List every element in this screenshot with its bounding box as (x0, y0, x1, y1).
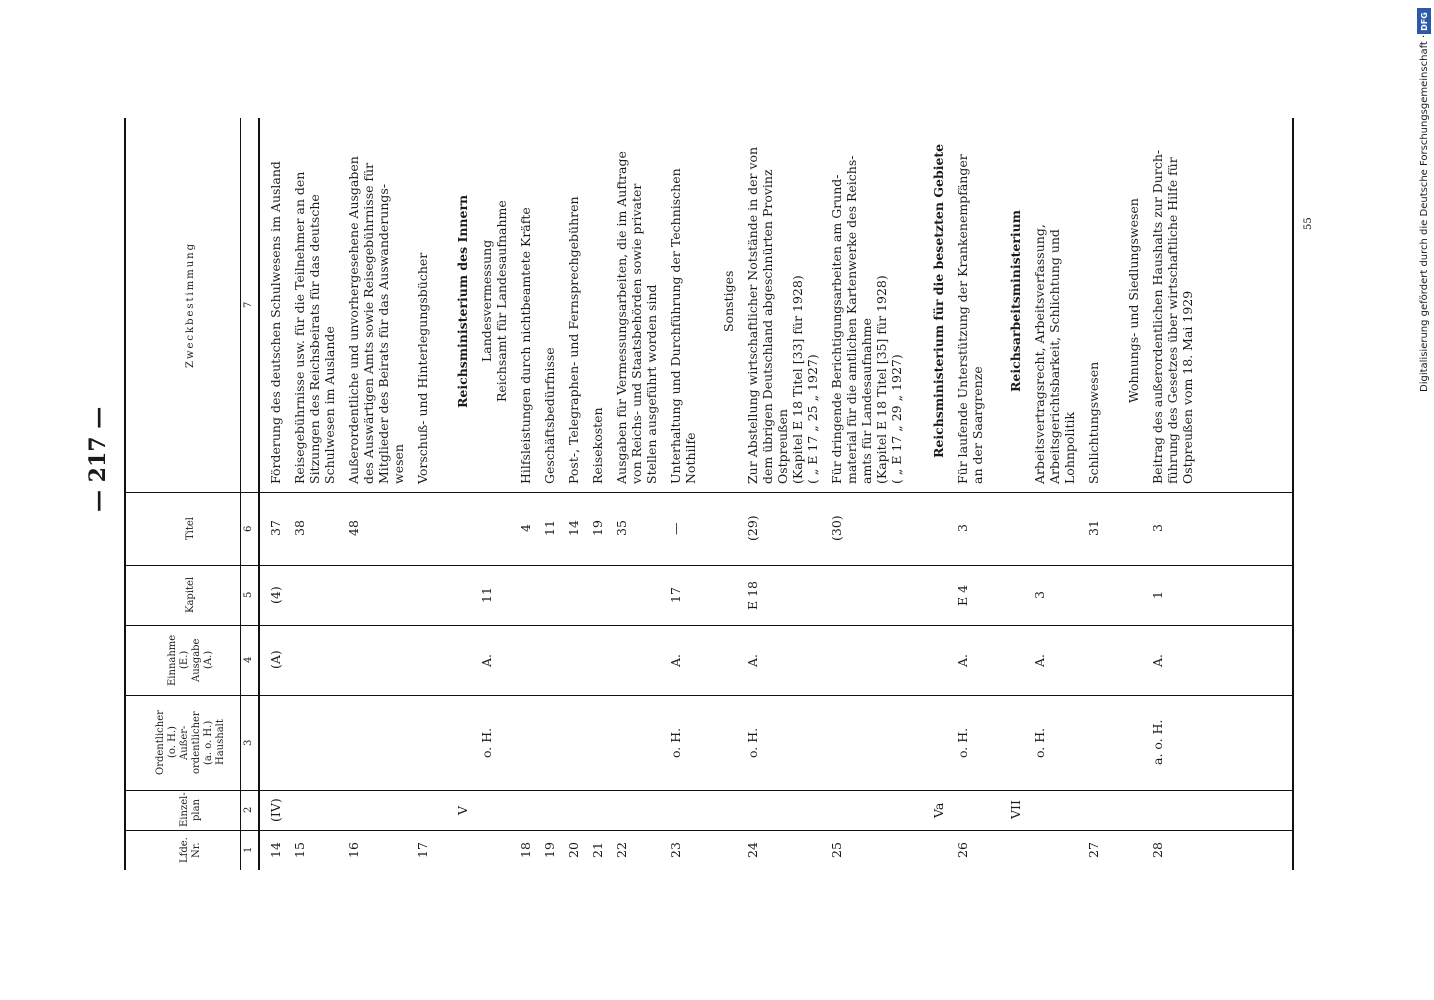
subsection-heading: Sonstiges (721, 270, 736, 332)
titel: 35 (614, 520, 629, 537)
purpose-text: Ostpreußen (775, 409, 790, 484)
header-col4: Einnahme (167, 634, 178, 686)
purpose-text: Ostpreußen vom 18. Mai 1929 (1180, 290, 1195, 484)
header-col3: (o. H.) (167, 726, 178, 759)
header-col1: Nr. (191, 842, 202, 858)
purpose-text: führung des Gesetzes über wirtschaftliche Hilfe für (1165, 157, 1180, 484)
section-heading: Reichsministerium für die besetzten Gebiete (931, 143, 946, 459)
purpose-text: an der Saargrenze (970, 366, 985, 484)
dfg-logo-text: DFG (1419, 11, 1429, 31)
page-number: — 217 — (85, 406, 111, 512)
footer-number: 55 (1303, 217, 1314, 230)
purpose-text: des Auswärtigen Amts sowie Reisegebührnisse für (361, 162, 376, 484)
titel: 38 (292, 520, 307, 537)
header-col2: plan (191, 798, 202, 821)
kapitel: 3 (1032, 591, 1047, 599)
purpose-text: Reisegebührnisse usw. für die Teilnehmer an den (292, 171, 307, 484)
column-rule (124, 695, 1292, 696)
titel: 3 (955, 524, 970, 533)
header-col3: ordentlicher (191, 711, 202, 774)
purpose-text: (Kapitel E 18 Titel [35] für 1928) (874, 275, 889, 484)
haushalt: o. H. (1032, 727, 1047, 758)
purpose-text: Ausgaben für Vermessungsarbeiten, die im Auftrage (614, 151, 629, 484)
header-col3: Haushalt (215, 719, 226, 766)
purpose-text: Förderung des deutschen Schulwesens im Ausland (268, 161, 283, 484)
purpose-text: Zur Abstellung wirtschaftlicher Notstände in der von (745, 146, 760, 484)
header-col4: (A.) (203, 650, 214, 670)
einzelplan: Va (931, 802, 946, 818)
purpose-text: Schlichtungswesen (1086, 361, 1101, 484)
row-number: 26 (955, 842, 970, 858)
header-col3: Ordentlicher (155, 710, 166, 775)
purpose-text: Nothilfe (683, 432, 698, 484)
kapitel: (4) (268, 586, 283, 604)
header-col2: Einzel- (179, 792, 190, 828)
subsection-heading: Reichsamt für Landesaufnahme (494, 200, 509, 402)
header-col6: Titel (185, 516, 196, 540)
titel: — (668, 522, 683, 535)
titel: 4 (518, 524, 533, 533)
row-number: 28 (1150, 842, 1165, 858)
header-col5: Kapitel (185, 576, 196, 614)
purpose-text: Geschäftsbedürfnisse (542, 347, 557, 484)
purpose-text: ( „ E 17 „ 25 „ 1927) (805, 354, 820, 484)
purpose-text: Beitrag des außerordentlichen Haushalts zur Durch- (1150, 149, 1165, 484)
table-rule (124, 118, 126, 870)
column-number-rule (240, 118, 241, 870)
kapitel: 11 (479, 587, 494, 603)
section-heading: Reichsministerium des Innern (455, 194, 470, 408)
titel: 31 (1086, 520, 1101, 537)
purpose-text: material für die amtlichen Kartenwerke des Reichs- (844, 155, 859, 484)
column-number: 6 (243, 525, 254, 532)
column-number: 3 (243, 739, 254, 746)
titel: (29) (745, 515, 760, 542)
haushalt: a. o. H. (1150, 719, 1165, 766)
titel: 37 (268, 520, 283, 537)
column-rule (124, 625, 1292, 626)
einnahme-ausgabe: A. (1150, 653, 1165, 667)
digitization-credit: Digitalisierung gefördert durch die Deutsche Forschungsgemeinschaft · (1419, 34, 1430, 392)
purpose-text: Schulwesen im Auslande (322, 326, 337, 484)
titel: 3 (1150, 524, 1165, 533)
purpose-text: (Kapitel E 18 Titel [33] für 1928) (790, 275, 805, 484)
haushalt: o. H. (668, 727, 683, 758)
subsection-heading: Landesvermessung (479, 239, 494, 363)
purpose-text: dem übrigen Deutschland abgeschnürten Provinz (760, 169, 775, 484)
haushalt: o. H. (955, 727, 970, 758)
titel: 19 (590, 520, 605, 537)
purpose-text: Stellen ausgeführt worden sind (644, 284, 659, 484)
row-number: 17 (415, 842, 430, 858)
kapitel: 17 (668, 587, 683, 603)
purpose-text: Für laufende Unterstützung der Krankenempfänger (955, 154, 970, 484)
row-number: 20 (566, 842, 581, 858)
row-number: 23 (668, 842, 683, 858)
row-number: 15 (292, 842, 307, 858)
header-col7: Zweckbestimmung (185, 241, 196, 368)
titel: 14 (566, 520, 581, 537)
kapitel: 1 (1150, 591, 1165, 599)
column-rule (124, 565, 1292, 566)
purpose-text: Hilfsleistungen durch nichtbeamtete Kräfte (518, 207, 533, 484)
einnahme-ausgabe: A. (479, 653, 494, 667)
purpose-text: Für dringende Berichtigungsarbeiten am Grund- (829, 174, 844, 484)
haushalt: o. H. (479, 727, 494, 758)
einnahme-ausgabe: A. (955, 653, 970, 667)
einzelplan: VII (1008, 800, 1023, 820)
row-number: 22 (614, 842, 629, 858)
row-number: 18 (518, 842, 533, 858)
kapitel: E 18 (745, 580, 760, 610)
purpose-text: Lohnpolitik (1062, 411, 1077, 484)
purpose-text: Post-, Telegraphen- und Fernsprechgebühren (566, 196, 581, 484)
purpose-text: Arbeitsgerichtsbarkeit, Schlichtung und (1047, 229, 1062, 484)
purpose-text: von Reichs- und Staatsbehörden sowie privater (629, 183, 644, 484)
column-rule (124, 790, 1292, 791)
einnahme-ausgabe: A. (745, 653, 760, 667)
purpose-text: amts für Landesaufnahme (859, 318, 874, 484)
purpose-text: Arbeitsvertragsrecht, Arbeitsverfassung, (1032, 224, 1047, 484)
row-number: 16 (346, 842, 361, 858)
purpose-text: Mitglieder des Beirats für das Auswanderungs- (376, 183, 391, 484)
einnahme-ausgabe: A. (1032, 653, 1047, 667)
titel: (30) (829, 515, 844, 542)
row-number: 14 (268, 842, 283, 858)
column-rule (124, 492, 1292, 493)
purpose-text: Unterhaltung und Durchführung der Technischen (668, 168, 683, 484)
column-number: 5 (243, 591, 254, 599)
row-number: 27 (1086, 842, 1101, 858)
purpose-text: Außerordentliche und unvorhergesehene Ausgaben (346, 156, 361, 484)
subsection-heading: Wohnungs- und Siedlungswesen (1126, 198, 1141, 404)
titel: 11 (542, 520, 557, 537)
einnahme-ausgabe: A. (668, 653, 683, 667)
column-number: 4 (243, 656, 254, 664)
column-number: 2 (243, 806, 254, 814)
column-rule (124, 830, 1292, 831)
row-number: 25 (829, 842, 844, 858)
section-heading: Reichsarbeitsministerium (1008, 210, 1023, 392)
purpose-text: Sitzungen des Reichsbeirats für das deutsche (307, 194, 322, 484)
column-number: 7 (243, 301, 254, 309)
purpose-text: Vorschuß- und Hinterlegungsbücher (415, 252, 430, 484)
table-rule (258, 118, 260, 870)
header-col3: (a. o. H.) (203, 720, 214, 765)
dfg-logo (1417, 8, 1431, 34)
kapitel: E 4 (955, 584, 970, 606)
header-col4: Ausgabe (191, 638, 202, 682)
row-number: 19 (542, 842, 557, 858)
einzelplan: V (455, 805, 470, 815)
table-rule (1292, 118, 1294, 870)
einzelplan: (IV) (268, 798, 283, 822)
purpose-text: ( „ E 17 „ 29 „ 1927) (889, 354, 904, 484)
haushalt: o. H. (745, 727, 760, 758)
purpose-text: wesen (391, 444, 406, 484)
row-number: 24 (745, 842, 760, 858)
column-number: 1 (243, 846, 254, 854)
header-col4: (E.) (179, 650, 190, 670)
titel: 48 (346, 520, 361, 537)
header-col3: Außer- (179, 725, 190, 760)
header-col1: Lfde. (179, 837, 190, 863)
row-number: 21 (590, 842, 605, 858)
purpose-text: Reisekosten (590, 407, 605, 484)
einnahme-ausgabe: (A) (268, 650, 283, 670)
